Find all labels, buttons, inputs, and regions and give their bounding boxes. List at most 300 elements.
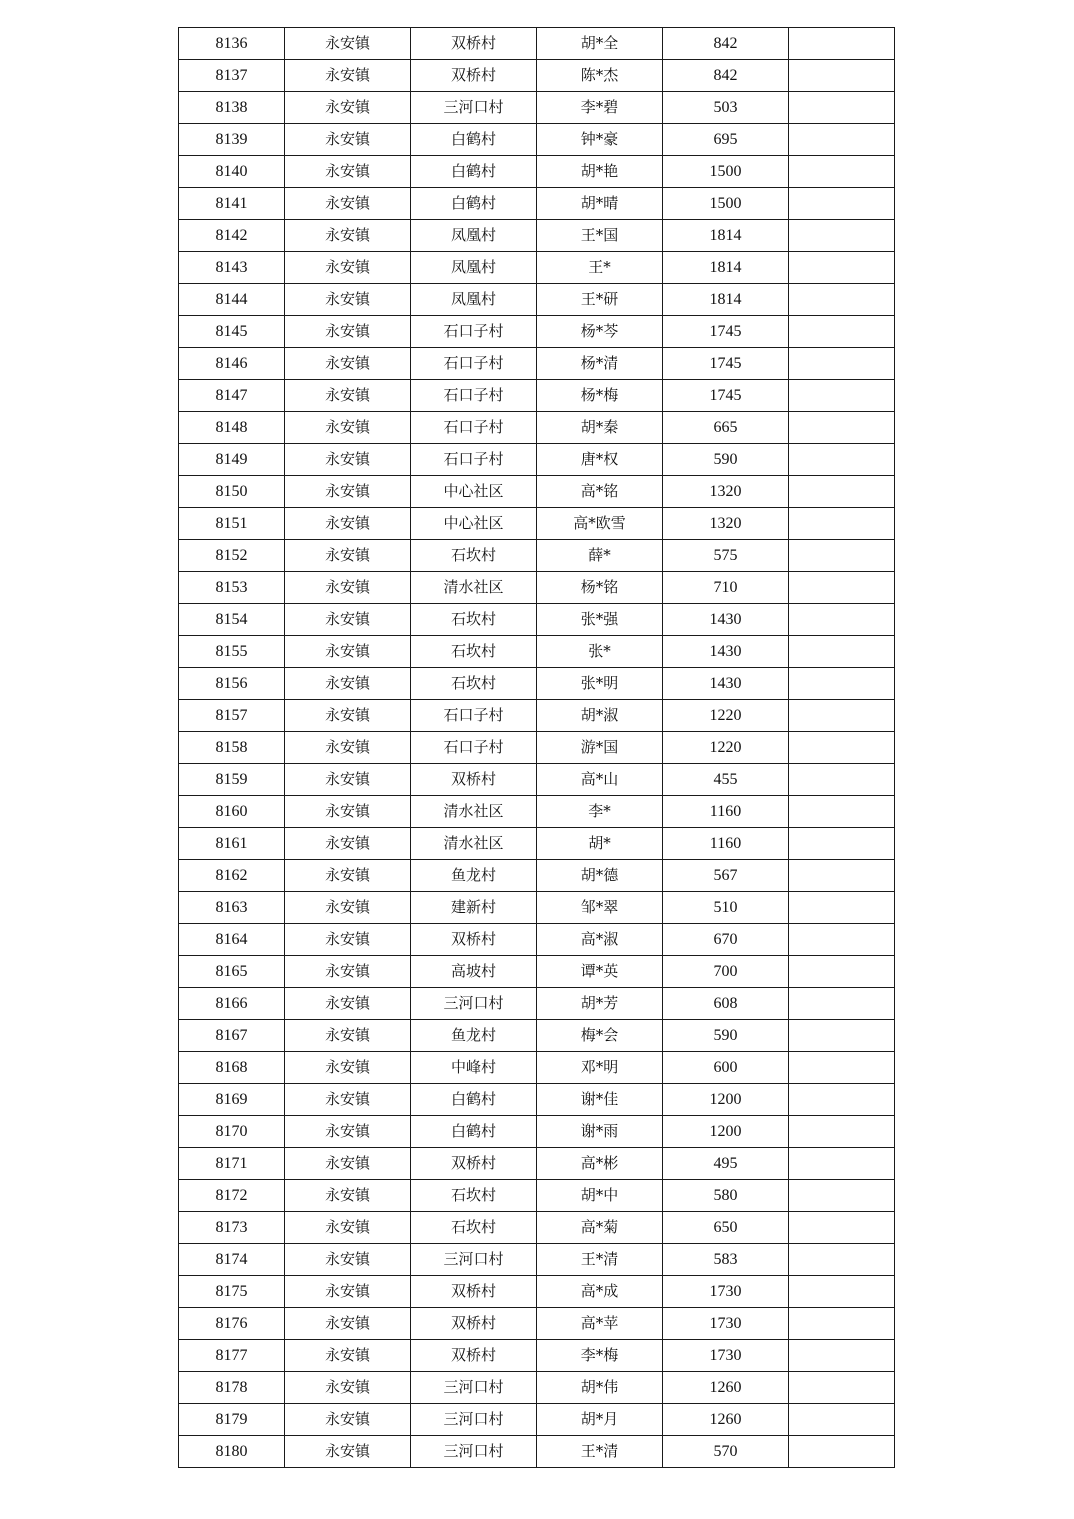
cell-town: 永安镇 [285, 60, 411, 92]
cell-town: 永安镇 [285, 348, 411, 380]
cell-note [789, 540, 895, 572]
cell-person-name: 胡* [537, 828, 663, 860]
cell-town: 永安镇 [285, 956, 411, 988]
cell-person-name: 高*铭 [537, 476, 663, 508]
cell-serial-number: 8173 [179, 1212, 285, 1244]
cell-amount: 1730 [663, 1308, 789, 1340]
table-row [179, 284, 895, 316]
cell-amount: 842 [663, 60, 789, 92]
cell-amount: 1500 [663, 156, 789, 188]
document-sheet [178, 27, 895, 1468]
cell-person-name: 张*强 [537, 604, 663, 636]
cell-serial-number: 8170 [179, 1116, 285, 1148]
table-row [179, 604, 895, 636]
cell-town: 永安镇 [285, 380, 411, 412]
cell-village: 石坎村 [411, 668, 537, 700]
cell-village: 鱼龙村 [411, 860, 537, 892]
cell-amount: 1430 [663, 668, 789, 700]
cell-serial-number: 8154 [179, 604, 285, 636]
cell-serial-number: 8151 [179, 508, 285, 540]
cell-serial-number: 8163 [179, 892, 285, 924]
table-row [179, 1020, 895, 1052]
cell-note [789, 220, 895, 252]
cell-amount: 570 [663, 1436, 789, 1468]
cell-note [789, 1340, 895, 1372]
cell-note [789, 124, 895, 156]
cell-village: 双桥村 [411, 28, 537, 60]
cell-person-name: 张* [537, 636, 663, 668]
cell-village: 石口子村 [411, 732, 537, 764]
cell-person-name: 胡*艳 [537, 156, 663, 188]
cell-note [789, 892, 895, 924]
cell-person-name: 胡*中 [537, 1180, 663, 1212]
cell-amount: 650 [663, 1212, 789, 1244]
cell-person-name: 杨*铭 [537, 572, 663, 604]
cell-village: 清水社区 [411, 828, 537, 860]
cell-note [789, 476, 895, 508]
cell-serial-number: 8176 [179, 1308, 285, 1340]
cell-amount: 580 [663, 1180, 789, 1212]
cell-village: 双桥村 [411, 1308, 537, 1340]
table-row [179, 316, 895, 348]
cell-town: 永安镇 [285, 220, 411, 252]
cell-amount: 503 [663, 92, 789, 124]
cell-town: 永安镇 [285, 636, 411, 668]
cell-town: 永安镇 [285, 860, 411, 892]
cell-amount: 1730 [663, 1340, 789, 1372]
cell-village: 双桥村 [411, 1340, 537, 1372]
cell-village: 石坎村 [411, 636, 537, 668]
cell-note [789, 60, 895, 92]
cell-serial-number: 8142 [179, 220, 285, 252]
cell-note [789, 284, 895, 316]
cell-town: 永安镇 [285, 1340, 411, 1372]
cell-village: 白鹤村 [411, 188, 537, 220]
cell-serial-number: 8175 [179, 1276, 285, 1308]
cell-person-name: 谢*佳 [537, 1084, 663, 1116]
cell-person-name: 唐*权 [537, 444, 663, 476]
cell-note [789, 604, 895, 636]
cell-person-name: 胡*晴 [537, 188, 663, 220]
cell-person-name: 胡*月 [537, 1404, 663, 1436]
cell-note [789, 92, 895, 124]
cell-note [789, 1404, 895, 1436]
cell-amount: 1320 [663, 508, 789, 540]
cell-serial-number: 8138 [179, 92, 285, 124]
cell-amount: 700 [663, 956, 789, 988]
cell-serial-number: 8177 [179, 1340, 285, 1372]
cell-amount: 1814 [663, 252, 789, 284]
cell-town: 永安镇 [285, 604, 411, 636]
cell-serial-number: 8144 [179, 284, 285, 316]
table-row [179, 732, 895, 764]
cell-village: 石坎村 [411, 604, 537, 636]
cell-town: 永安镇 [285, 764, 411, 796]
cell-town: 永安镇 [285, 1404, 411, 1436]
cell-amount: 1160 [663, 828, 789, 860]
cell-note [789, 28, 895, 60]
cell-town: 永安镇 [285, 124, 411, 156]
cell-serial-number: 8139 [179, 124, 285, 156]
table-row [179, 412, 895, 444]
cell-village: 建新村 [411, 892, 537, 924]
cell-village: 石坎村 [411, 1212, 537, 1244]
cell-note [789, 956, 895, 988]
table-row [179, 220, 895, 252]
cell-note [789, 316, 895, 348]
table-row [179, 28, 895, 60]
cell-village: 三河口村 [411, 988, 537, 1020]
cell-amount: 1160 [663, 796, 789, 828]
table-row [179, 540, 895, 572]
table-row [179, 124, 895, 156]
cell-amount: 670 [663, 924, 789, 956]
table-row [179, 1308, 895, 1340]
cell-town: 永安镇 [285, 284, 411, 316]
cell-note [789, 700, 895, 732]
cell-serial-number: 8136 [179, 28, 285, 60]
table-row [179, 1404, 895, 1436]
cell-note [789, 1116, 895, 1148]
cell-amount: 842 [663, 28, 789, 60]
cell-town: 永安镇 [285, 1244, 411, 1276]
cell-town: 永安镇 [285, 700, 411, 732]
cell-person-name: 高*成 [537, 1276, 663, 1308]
cell-serial-number: 8148 [179, 412, 285, 444]
cell-note [789, 1052, 895, 1084]
cell-note [789, 1020, 895, 1052]
cell-village: 白鹤村 [411, 156, 537, 188]
cell-serial-number: 8179 [179, 1404, 285, 1436]
cell-town: 永安镇 [285, 924, 411, 956]
cell-village: 凤凰村 [411, 220, 537, 252]
cell-town: 永安镇 [285, 828, 411, 860]
cell-note [789, 1084, 895, 1116]
cell-village: 白鹤村 [411, 124, 537, 156]
cell-amount: 1745 [663, 380, 789, 412]
cell-village: 中心社区 [411, 476, 537, 508]
cell-amount: 1200 [663, 1116, 789, 1148]
cell-serial-number: 8156 [179, 668, 285, 700]
cell-serial-number: 8159 [179, 764, 285, 796]
table-row [179, 1180, 895, 1212]
cell-serial-number: 8162 [179, 860, 285, 892]
cell-village: 高坡村 [411, 956, 537, 988]
cell-town: 永安镇 [285, 508, 411, 540]
cell-person-name: 高*苹 [537, 1308, 663, 1340]
cell-serial-number: 8164 [179, 924, 285, 956]
cell-person-name: 梅*会 [537, 1020, 663, 1052]
cell-person-name: 胡*秦 [537, 412, 663, 444]
cell-village: 石口子村 [411, 380, 537, 412]
cell-serial-number: 8137 [179, 60, 285, 92]
cell-serial-number: 8143 [179, 252, 285, 284]
table-row [179, 860, 895, 892]
cell-person-name: 胡*德 [537, 860, 663, 892]
cell-village: 凤凰村 [411, 284, 537, 316]
cell-person-name: 张*明 [537, 668, 663, 700]
cell-amount: 608 [663, 988, 789, 1020]
cell-amount: 1220 [663, 732, 789, 764]
cell-village: 石口子村 [411, 700, 537, 732]
table-row [179, 1084, 895, 1116]
cell-person-name: 李*梅 [537, 1340, 663, 1372]
cell-village: 双桥村 [411, 60, 537, 92]
cell-note [789, 636, 895, 668]
cell-village: 双桥村 [411, 764, 537, 796]
table-row [179, 60, 895, 92]
cell-village: 三河口村 [411, 1404, 537, 1436]
cell-note [789, 668, 895, 700]
cell-amount: 1745 [663, 316, 789, 348]
cell-note [789, 1372, 895, 1404]
cell-person-name: 胡*淑 [537, 700, 663, 732]
table-row [179, 508, 895, 540]
cell-town: 永安镇 [285, 1020, 411, 1052]
table-row [179, 1052, 895, 1084]
table-row [179, 92, 895, 124]
cell-amount: 1814 [663, 284, 789, 316]
cell-person-name: 王*清 [537, 1244, 663, 1276]
cell-note [789, 732, 895, 764]
cell-person-name: 薛* [537, 540, 663, 572]
table-body [179, 28, 895, 1468]
cell-amount: 1430 [663, 636, 789, 668]
table-row [179, 1212, 895, 1244]
cell-serial-number: 8169 [179, 1084, 285, 1116]
cell-village: 中心社区 [411, 508, 537, 540]
cell-person-name: 高*菊 [537, 1212, 663, 1244]
table-row [179, 156, 895, 188]
cell-town: 永安镇 [285, 572, 411, 604]
table-row [179, 668, 895, 700]
cell-village: 白鹤村 [411, 1116, 537, 1148]
cell-serial-number: 8158 [179, 732, 285, 764]
cell-serial-number: 8155 [179, 636, 285, 668]
cell-serial-number: 8168 [179, 1052, 285, 1084]
cell-amount: 455 [663, 764, 789, 796]
table-row [179, 380, 895, 412]
cell-person-name: 胡*全 [537, 28, 663, 60]
cell-village: 白鹤村 [411, 1084, 537, 1116]
table-row [179, 188, 895, 220]
cell-amount: 1320 [663, 476, 789, 508]
cell-note [789, 1436, 895, 1468]
cell-serial-number: 8172 [179, 1180, 285, 1212]
cell-town: 永安镇 [285, 1148, 411, 1180]
cell-note [789, 508, 895, 540]
cell-village: 中峰村 [411, 1052, 537, 1084]
table-row [179, 1276, 895, 1308]
table-row [179, 796, 895, 828]
cell-town: 永安镇 [285, 28, 411, 60]
cell-serial-number: 8178 [179, 1372, 285, 1404]
cell-note [789, 252, 895, 284]
cell-note [789, 188, 895, 220]
cell-town: 永安镇 [285, 1308, 411, 1340]
cell-person-name: 邹*翠 [537, 892, 663, 924]
cell-amount: 575 [663, 540, 789, 572]
cell-serial-number: 8174 [179, 1244, 285, 1276]
cell-person-name: 高*淑 [537, 924, 663, 956]
cell-note [789, 380, 895, 412]
cell-village: 石坎村 [411, 1180, 537, 1212]
cell-town: 永安镇 [285, 1276, 411, 1308]
cell-note [789, 828, 895, 860]
cell-note [789, 156, 895, 188]
cell-serial-number: 8167 [179, 1020, 285, 1052]
table-row [179, 1244, 895, 1276]
cell-serial-number: 8150 [179, 476, 285, 508]
cell-amount: 1430 [663, 604, 789, 636]
cell-note [789, 412, 895, 444]
cell-person-name: 杨*清 [537, 348, 663, 380]
cell-note [789, 924, 895, 956]
cell-amount: 590 [663, 444, 789, 476]
table-row [179, 700, 895, 732]
cell-town: 永安镇 [285, 1212, 411, 1244]
cell-serial-number: 8161 [179, 828, 285, 860]
table-row [179, 1116, 895, 1148]
table-row [179, 572, 895, 604]
cell-person-name: 游*国 [537, 732, 663, 764]
cell-town: 永安镇 [285, 412, 411, 444]
cell-village: 石口子村 [411, 316, 537, 348]
cell-amount: 695 [663, 124, 789, 156]
cell-note [789, 796, 895, 828]
cell-town: 永安镇 [285, 1436, 411, 1468]
table-row [179, 476, 895, 508]
cell-serial-number: 8146 [179, 348, 285, 380]
cell-amount: 665 [663, 412, 789, 444]
table-row [179, 1372, 895, 1404]
cell-person-name: 王*研 [537, 284, 663, 316]
cell-amount: 600 [663, 1052, 789, 1084]
cell-person-name: 李* [537, 796, 663, 828]
table-row [179, 636, 895, 668]
cell-person-name: 谢*雨 [537, 1116, 663, 1148]
cell-note [789, 1180, 895, 1212]
table-row [179, 348, 895, 380]
cell-serial-number: 8145 [179, 316, 285, 348]
cell-person-name: 胡*芳 [537, 988, 663, 1020]
cell-amount: 1200 [663, 1084, 789, 1116]
cell-village: 双桥村 [411, 1276, 537, 1308]
cell-amount: 1220 [663, 700, 789, 732]
cell-town: 永安镇 [285, 476, 411, 508]
table-row [179, 444, 895, 476]
cell-serial-number: 8141 [179, 188, 285, 220]
cell-serial-number: 8171 [179, 1148, 285, 1180]
data-table [178, 27, 895, 1468]
cell-serial-number: 8147 [179, 380, 285, 412]
cell-note [789, 348, 895, 380]
cell-town: 永安镇 [285, 892, 411, 924]
cell-note [789, 988, 895, 1020]
cell-amount: 510 [663, 892, 789, 924]
table-row [179, 924, 895, 956]
cell-note [789, 860, 895, 892]
table-row [179, 988, 895, 1020]
cell-person-name: 高*山 [537, 764, 663, 796]
cell-village: 三河口村 [411, 1372, 537, 1404]
cell-note [789, 1148, 895, 1180]
cell-village: 三河口村 [411, 1436, 537, 1468]
table-row [179, 1340, 895, 1372]
cell-town: 永安镇 [285, 1116, 411, 1148]
cell-note [789, 444, 895, 476]
table-row [179, 828, 895, 860]
cell-amount: 1814 [663, 220, 789, 252]
cell-town: 永安镇 [285, 188, 411, 220]
cell-amount: 1260 [663, 1404, 789, 1436]
cell-town: 永安镇 [285, 988, 411, 1020]
cell-village: 石口子村 [411, 444, 537, 476]
cell-amount: 1745 [663, 348, 789, 380]
cell-village: 鱼龙村 [411, 1020, 537, 1052]
cell-amount: 1730 [663, 1276, 789, 1308]
cell-note [789, 572, 895, 604]
cell-village: 双桥村 [411, 924, 537, 956]
cell-town: 永安镇 [285, 1052, 411, 1084]
cell-town: 永安镇 [285, 156, 411, 188]
cell-person-name: 王*国 [537, 220, 663, 252]
cell-village: 清水社区 [411, 796, 537, 828]
cell-note [789, 1212, 895, 1244]
cell-person-name: 杨*芩 [537, 316, 663, 348]
cell-town: 永安镇 [285, 92, 411, 124]
cell-note [789, 764, 895, 796]
cell-town: 永安镇 [285, 1180, 411, 1212]
table-row [179, 892, 895, 924]
cell-person-name: 王* [537, 252, 663, 284]
cell-person-name: 陈*杰 [537, 60, 663, 92]
cell-village: 三河口村 [411, 92, 537, 124]
cell-note [789, 1308, 895, 1340]
cell-town: 永安镇 [285, 540, 411, 572]
cell-serial-number: 8157 [179, 700, 285, 732]
cell-serial-number: 8165 [179, 956, 285, 988]
cell-village: 石口子村 [411, 412, 537, 444]
cell-person-name: 钟*豪 [537, 124, 663, 156]
cell-village: 清水社区 [411, 572, 537, 604]
cell-serial-number: 8160 [179, 796, 285, 828]
cell-town: 永安镇 [285, 668, 411, 700]
cell-town: 永安镇 [285, 732, 411, 764]
cell-serial-number: 8180 [179, 1436, 285, 1468]
cell-note [789, 1244, 895, 1276]
cell-amount: 567 [663, 860, 789, 892]
table-row [179, 956, 895, 988]
cell-person-name: 高*彬 [537, 1148, 663, 1180]
table-row [179, 1148, 895, 1180]
cell-village: 凤凰村 [411, 252, 537, 284]
cell-village: 双桥村 [411, 1148, 537, 1180]
cell-person-name: 邓*明 [537, 1052, 663, 1084]
cell-serial-number: 8153 [179, 572, 285, 604]
cell-village: 石坎村 [411, 540, 537, 572]
cell-amount: 583 [663, 1244, 789, 1276]
cell-village: 石口子村 [411, 348, 537, 380]
cell-person-name: 谭*英 [537, 956, 663, 988]
cell-amount: 590 [663, 1020, 789, 1052]
cell-person-name: 李*碧 [537, 92, 663, 124]
cell-amount: 1260 [663, 1372, 789, 1404]
cell-village: 三河口村 [411, 1244, 537, 1276]
cell-amount: 1500 [663, 188, 789, 220]
cell-person-name: 王*清 [537, 1436, 663, 1468]
cell-town: 永安镇 [285, 796, 411, 828]
